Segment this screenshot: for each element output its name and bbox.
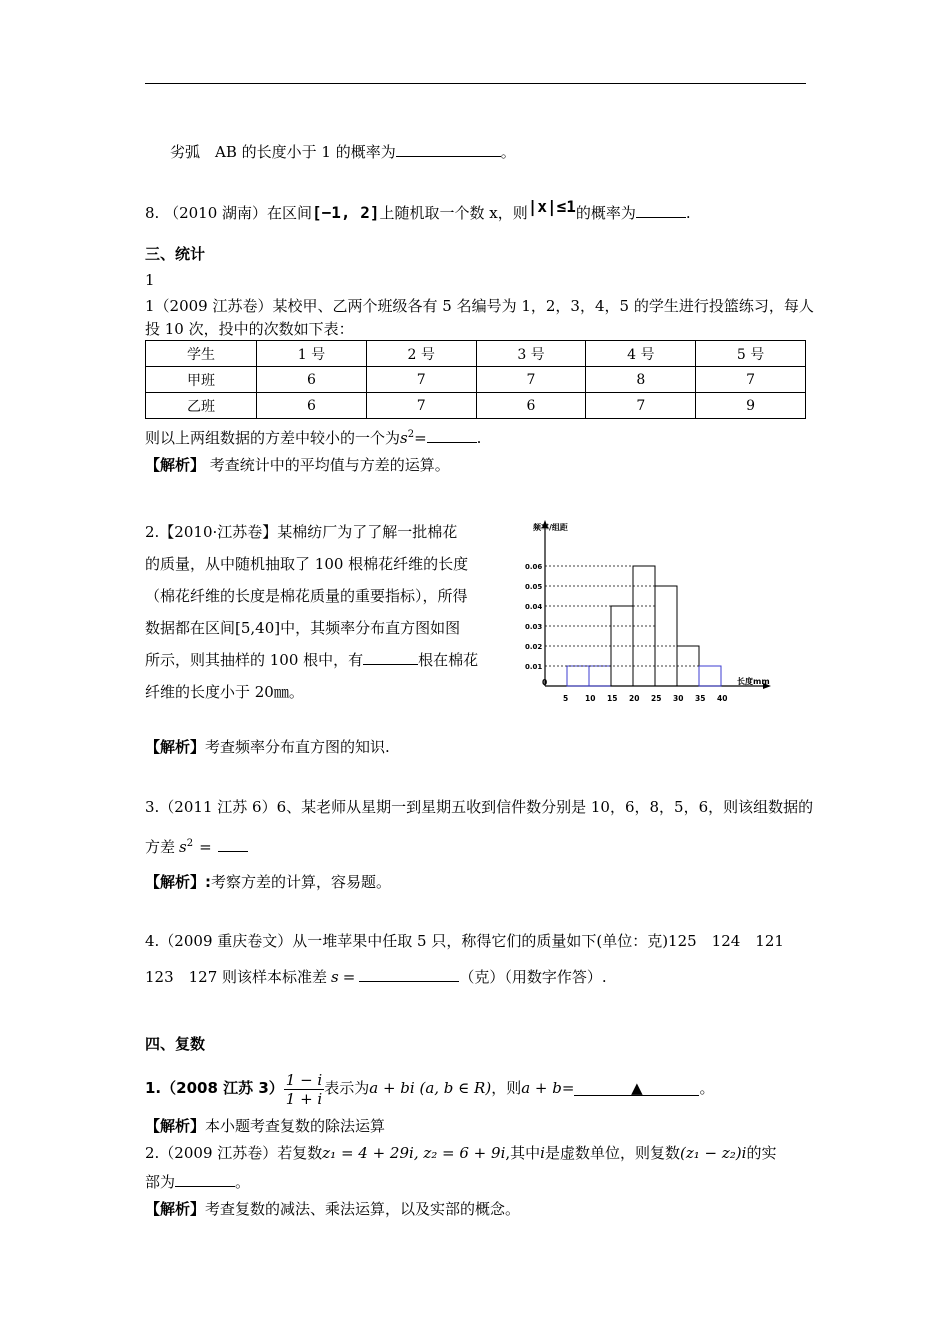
q8-interval: [−1, 2]	[312, 203, 380, 222]
y-tick-label: 0.01	[525, 663, 543, 671]
exponent: 2	[186, 838, 194, 849]
s4-line2	[145, 967, 607, 987]
table-cell: 8	[586, 367, 696, 393]
section-title-statistics: 三、统计	[145, 245, 206, 263]
answer-blank	[363, 650, 418, 665]
histogram-bar	[567, 666, 589, 686]
s4-suffix: （克）（用数字作答）.	[459, 968, 607, 986]
s1-after	[145, 425, 481, 448]
s1-line2: 投 10 次，投中的次数如下表：	[145, 320, 354, 338]
c2-end: 。	[235, 1173, 251, 1191]
q8-end: .	[685, 204, 691, 222]
exponent: 2	[407, 429, 415, 440]
table-row	[146, 393, 806, 419]
variance-symbol: s	[179, 838, 187, 856]
x-tick-label: 40	[717, 694, 728, 703]
y-tick-label: 0.03	[525, 623, 543, 631]
analysis-tag: 【解析】	[145, 738, 206, 756]
c2-line1	[145, 1143, 776, 1163]
s2-paragraph	[145, 516, 505, 708]
equals: =	[561, 1079, 575, 1097]
c1-expr: a + bi	[369, 1079, 415, 1097]
answer-blank	[175, 1172, 235, 1187]
analysis-text: 考察方差的计算，容易题。	[211, 873, 392, 891]
table-header-cell: 4 号	[586, 341, 696, 367]
section-title-complex: 四、复数	[145, 1035, 206, 1053]
s1-after-prefix: 则以上两组数据的方差中较小的一个为	[145, 429, 401, 447]
imaginary-unit: i	[540, 1144, 545, 1162]
s1-line1: 1（2009 江苏卷）某校甲、乙两个班级各有 5 名编号为 1，2，3，4，5 的学生进行投篮练习，每人	[145, 297, 814, 315]
s3-analysis	[145, 872, 391, 892]
s4-line1: 4.（2009 重庆卷文）从一堆苹果中任取 5 只，称得它们的质量如下(单位：克)125 124 121	[145, 932, 784, 950]
table-cell: 7	[366, 393, 476, 419]
analysis-tag: 【解析】	[145, 456, 206, 474]
table-header-cell: 学生	[146, 341, 257, 367]
c1-cond: (a, b ∈ R)	[419, 1079, 492, 1097]
histogram-bar	[589, 666, 611, 686]
table-header-cell: 2 号	[366, 341, 476, 367]
c2-line2-text: 部为	[145, 1173, 176, 1191]
table-cell: 7	[696, 367, 806, 393]
c1-mid: 表示为	[324, 1079, 370, 1097]
section-number: 1	[145, 271, 155, 289]
s2-line: 数据都在区间[5,40]中，其频率分布直方图如图	[145, 619, 461, 637]
equals: =	[342, 968, 356, 986]
c1-analysis	[145, 1116, 385, 1136]
c1-sum: a + b	[521, 1079, 562, 1097]
histogram-bar	[633, 566, 655, 686]
answer-blank	[359, 967, 459, 982]
c1	[145, 1068, 714, 1108]
s3-prefix: 方差	[145, 838, 176, 856]
q7-text: 劣弧 AB 的长度小于 1 的概率为	[170, 143, 396, 161]
answer-blank	[427, 428, 477, 443]
table-cell: 7	[366, 367, 476, 393]
c2-mid2: 是虚数单位，则复数	[544, 1144, 680, 1162]
s3-line2	[145, 834, 248, 857]
y-tick-label: 0.06	[525, 563, 543, 571]
y-tick-label: 0.04	[525, 603, 543, 611]
answer-blank	[636, 203, 686, 218]
x-tick-label: 25	[651, 694, 662, 703]
table-header-cell: 3 号	[476, 341, 586, 367]
equals: =	[414, 429, 427, 447]
histogram-bar	[699, 666, 721, 686]
table-cell: 7	[476, 367, 586, 393]
table-cell: 7	[586, 393, 696, 419]
s2-line6: 纤维的长度小于 20㎜。	[145, 683, 304, 701]
answer-blank	[218, 837, 248, 852]
q8-prefix: 8. （2010 湖南）在区间	[145, 204, 313, 222]
table-cell: 甲班	[146, 367, 257, 393]
q8-suffix: 的概率为	[575, 204, 636, 222]
std-symbol: s	[331, 968, 339, 986]
s2-line: （棉花纤维的长度是棉花质量的重要指标），所得	[145, 587, 468, 605]
x-tick-label: 15	[607, 694, 618, 703]
x-tick-label: 30	[673, 694, 684, 703]
s2-line5	[145, 644, 505, 676]
analysis-text: 考查频率分布直方图的知识.	[205, 738, 390, 756]
q7-end: 。	[500, 143, 516, 161]
table-cell: 6	[257, 367, 367, 393]
table-header-cell: 5 号	[696, 341, 806, 367]
fraction-denominator: 1 + i	[285, 1089, 323, 1108]
x-tick-label: 0	[542, 678, 548, 687]
s2-line: 的质量，从中随机抽取了 100 根棉花纤维的长度	[145, 555, 469, 573]
q7-tail	[170, 142, 516, 162]
c1-then: ，则	[491, 1079, 522, 1097]
c2-analysis	[145, 1199, 520, 1219]
analysis-tag: 【解析】	[145, 1200, 206, 1218]
c2-suffix: 的实	[746, 1144, 777, 1162]
histogram-bar	[655, 586, 677, 686]
table-cell: 9	[696, 393, 806, 419]
x-axis-label: 长度mm	[737, 677, 770, 686]
analysis-tag: 【解析】	[145, 1117, 206, 1135]
s2-line5-suffix: 根在棉花	[418, 651, 479, 669]
analysis-text: 考查统计中的平均值与方差的运算。	[209, 456, 450, 474]
x-tick-label: 20	[629, 694, 640, 703]
table-cell: 6	[257, 393, 367, 419]
triangle-marker: ▲	[631, 1079, 643, 1097]
q8-condition: |x|≤1	[527, 197, 576, 216]
c2-line2	[145, 1172, 250, 1192]
s4-prefix: 123 127 则该样本标准差	[145, 968, 328, 986]
s1-analysis	[145, 455, 450, 475]
c2-numbers: z₁ = 4 + 29i, z₂ = 6 + 9i	[322, 1144, 506, 1162]
c2-mid: ,其中	[505, 1144, 541, 1162]
c2-prefix: 2.（2009 江苏卷）若复数	[145, 1144, 323, 1162]
s2-analysis	[145, 737, 390, 757]
c1-end: 。	[699, 1079, 715, 1097]
fraction-numerator: 1 − i	[285, 1070, 323, 1089]
x-tick-label: 35	[695, 694, 706, 703]
q8-mid: 上随机取一个数 x，则	[379, 204, 528, 222]
s2-line5-prefix: 所示，则其抽样的 100 根中，有	[145, 651, 364, 669]
table-row	[146, 367, 806, 393]
q8	[145, 197, 691, 223]
x-tick-label: 5	[563, 694, 569, 703]
analysis-tag: 【解析】:	[145, 873, 211, 891]
c1-prefix: 1.（2008 江苏 3）	[145, 1079, 284, 1097]
histogram-bar	[677, 646, 699, 686]
s3-line1: 3.（2011 江苏 6）6、某老师从星期一到星期五收到信件数分别是 10，6，8，5，6，则该组数据的	[145, 798, 814, 816]
c2-expr: (z₁ − z₂)i	[679, 1144, 747, 1162]
variance-symbol: s	[400, 429, 408, 447]
analysis-text: 考查复数的减法、乘法运算，以及实部的概念。	[205, 1200, 521, 1218]
c1-fraction	[284, 1071, 324, 1108]
s1-end: .	[476, 429, 482, 447]
header-rule	[145, 83, 806, 84]
analysis-text: 本小题考查复数的除法运算	[205, 1117, 386, 1135]
y-tick-label: 0.02	[525, 643, 543, 651]
frequency-histogram	[520, 518, 780, 718]
answer-blank	[396, 142, 501, 157]
table-header-cell: 1 号	[257, 341, 367, 367]
scores-table	[145, 340, 806, 419]
equals: =	[199, 838, 212, 856]
x-tick-label: 10	[585, 694, 596, 703]
table-header-row	[146, 341, 806, 367]
table-cell: 6	[476, 393, 586, 419]
s2-line: 2.【2010·江苏卷】某棉纺厂为了了解一批棉花	[145, 523, 458, 541]
y-axis-label: 频率/组距	[533, 523, 568, 532]
y-tick-label: 0.05	[525, 583, 543, 591]
table-cell: 乙班	[146, 393, 257, 419]
